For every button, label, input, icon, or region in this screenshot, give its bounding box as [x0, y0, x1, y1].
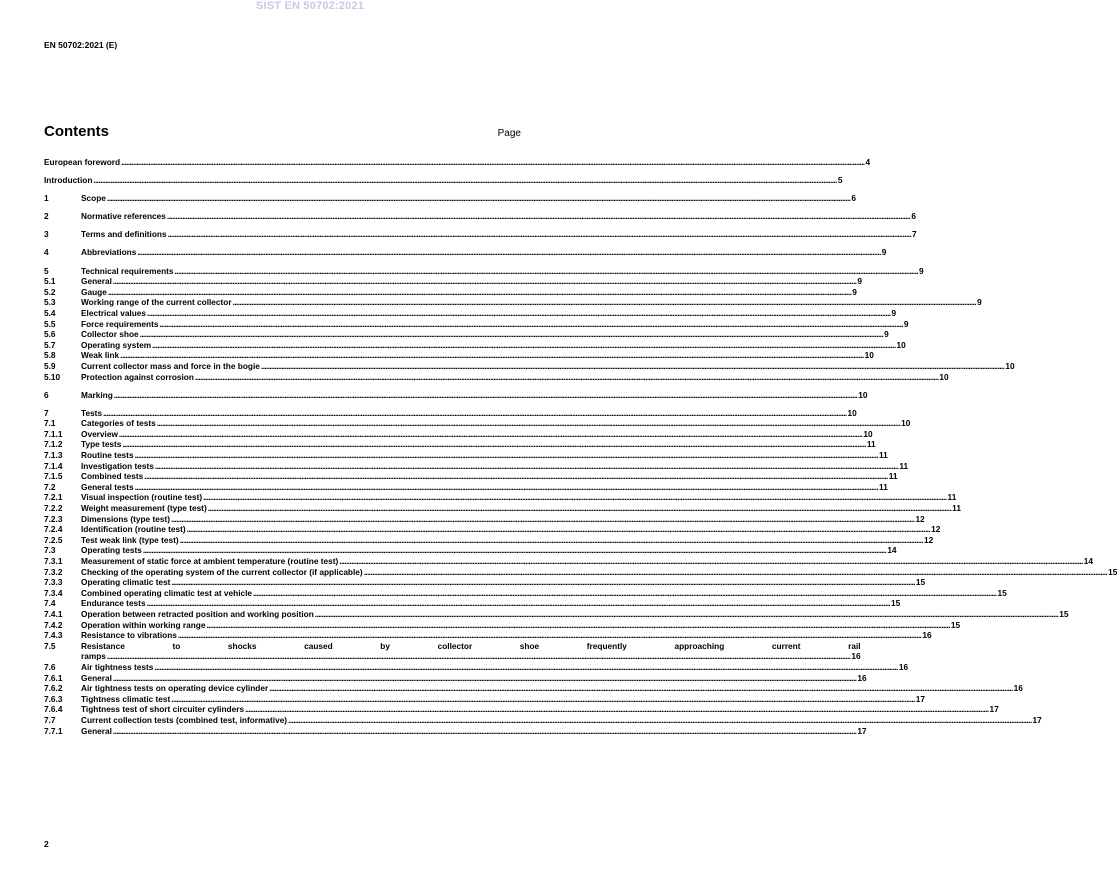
- toc-entry-title: European foreword: [44, 157, 121, 167]
- toc-leader-dots: [315, 609, 1058, 620]
- toc-leader-dots: [113, 726, 856, 737]
- toc-entry-page: 4: [865, 157, 871, 167]
- toc-entry-title: Combined operating climatic test at vehicle: [81, 587, 253, 598]
- toc-entry-page: 10: [864, 350, 874, 361]
- toc-entry[interactable]: [44, 286, 857, 298]
- toc-entry-number: 7.2.1: [44, 492, 63, 503]
- toc-entry-title: Current collector mass and force in the bogie: [81, 360, 260, 371]
- toc-leader-dots: [245, 704, 988, 715]
- toc-entry[interactable]: [44, 577, 926, 588]
- toc-title-word: current: [771, 640, 801, 651]
- toc-entry-title: Marking: [81, 389, 113, 400]
- toc-leader-dots: [206, 620, 949, 631]
- toc-entry[interactable]: [44, 297, 982, 308]
- toc-entry-number: 3: [44, 229, 49, 240]
- toc-entry-title: Weak link: [81, 350, 120, 361]
- toc-entry-page: 12: [915, 513, 925, 524]
- toc-entry-page: 16: [851, 651, 861, 662]
- toc-entry-page: 12: [931, 524, 941, 535]
- toc-entry-title: Investigation tests: [81, 460, 154, 471]
- toc-entry-number: 7.6.1: [44, 672, 63, 683]
- toc-entry-title: Air tightness tests: [81, 661, 154, 672]
- toc-entry-title: General: [81, 725, 112, 736]
- toc-entry-number: 7: [44, 407, 49, 418]
- toc-leader-dots: [195, 372, 938, 383]
- toc-leader-dots: [114, 390, 857, 401]
- toc-leader-dots: [154, 662, 897, 673]
- toc-entry-page: 6: [911, 211, 916, 222]
- toc-entry-title: Scope: [81, 193, 106, 204]
- toc-entry-title: Current collection tests (combined test, informative): [81, 714, 288, 725]
- toc-entry-title: Collector shoe: [81, 329, 139, 340]
- toc-leader-dots: [339, 556, 1082, 567]
- toc-entry-title: Tightness climatic test: [81, 693, 171, 704]
- toc-entry-title: Weight measurement (type test): [81, 503, 207, 514]
- toc-leader-dots: [135, 482, 878, 493]
- toc-entry[interactable]: [44, 672, 867, 684]
- toc-entry-title: Operating system: [81, 339, 152, 350]
- toc-title-word: shoe: [519, 640, 540, 651]
- document-id: EN 50702:2021 (E): [44, 40, 118, 50]
- toc-entry-page: 9: [857, 276, 862, 287]
- toc-entry-page: 10: [939, 371, 949, 382]
- toc-entry-number: 5.3: [44, 297, 56, 308]
- toc-entry-page: 7: [912, 229, 917, 240]
- toc-entry-number: 7.1.5: [44, 471, 63, 482]
- toc-entry-number: 7.4.3: [44, 630, 63, 641]
- toc-title-word: by: [380, 640, 390, 651]
- toc-entry-page: 9: [903, 318, 909, 329]
- toc-entry-title: Protection against corrosion: [81, 371, 194, 382]
- toc-entry[interactable]: [44, 693, 925, 705]
- toc-entry[interactable]: [44, 418, 911, 429]
- toc-entry-title: Tests: [81, 407, 103, 418]
- toc-entry[interactable]: [44, 339, 906, 351]
- toc-entry[interactable]: [44, 211, 916, 222]
- toc-entry-page: 15: [950, 619, 961, 630]
- toc-entry-title: Operating climatic test: [81, 577, 171, 588]
- toc-entry-title: Endurance tests: [81, 598, 146, 609]
- toc-entry-number: 5.6: [44, 329, 56, 340]
- toc-entry-title: Combined tests: [81, 471, 144, 482]
- toc-leader-dots: [233, 297, 976, 308]
- toc-leader-dots: [288, 715, 1031, 726]
- toc-leader-dots: [168, 229, 911, 240]
- toc-entry-title: Resistance to vibrations: [81, 630, 177, 641]
- toc-entry-title: Technical requirements: [81, 265, 174, 276]
- toc-leader-dots: [178, 630, 921, 641]
- toc-leader-dots: [120, 350, 863, 361]
- toc-entry[interactable]: [44, 534, 934, 546]
- toc-entry-number: 7.3.4: [44, 587, 63, 598]
- toc-entry-number: 5.9: [44, 360, 56, 371]
- toc-entry-number: 7.2.2: [44, 503, 63, 514]
- toc-entry-page: 9: [891, 307, 897, 318]
- toc-entry[interactable]: [44, 428, 873, 440]
- toc-entry[interactable]: [44, 229, 917, 240]
- toc-entry-title: Force requirements: [81, 318, 159, 329]
- toc-entry[interactable]: [44, 492, 957, 503]
- toc-entry[interactable]: [44, 157, 871, 168]
- toc-entry[interactable]: [44, 247, 887, 258]
- toc-leader-dots: [144, 471, 887, 482]
- toc-title-word: frequently: [586, 640, 627, 651]
- toc-entry-number: 5.5: [44, 318, 56, 329]
- toc-entry[interactable]: [44, 389, 868, 401]
- toc-entry-page: 9: [977, 297, 982, 308]
- toc-entry[interactable]: [44, 329, 889, 340]
- toc-entry-number: 4: [44, 247, 49, 258]
- toc-entry-number: 7.4.2: [44, 619, 63, 630]
- toc-entry[interactable]: [44, 661, 909, 673]
- toc-leader-dots: [203, 492, 946, 503]
- toc-entry-page: 10: [896, 339, 906, 350]
- toc-entry-title: Type tests: [81, 439, 122, 450]
- toc-title-word: approaching: [674, 640, 725, 651]
- toc-leader-dots: [113, 673, 856, 684]
- toc-entry[interactable]: [44, 524, 941, 535]
- toc-leader-dots: [140, 329, 883, 340]
- toc-entry[interactable]: [44, 714, 1042, 726]
- toc-entry-number: 2: [44, 211, 49, 222]
- toc-entry-title: Normative references: [81, 211, 166, 222]
- toc-entry-title: Air tightness tests on operating device cylinder: [81, 683, 269, 694]
- toc-leader-dots: [108, 287, 851, 298]
- toc-entry-number: 7.4: [44, 598, 56, 609]
- toc-entry[interactable]: [44, 503, 961, 514]
- toc-entry[interactable]: [44, 318, 909, 330]
- toc-entry[interactable]: [44, 307, 897, 319]
- toc-leader-dots: [103, 408, 846, 419]
- toc-entry-page: 11: [866, 439, 876, 450]
- toc-entry-title: General: [81, 276, 112, 287]
- toc-entry[interactable]: [44, 556, 1093, 567]
- toc-leader-dots: [147, 598, 890, 609]
- toc-entry-number: 7.6.3: [44, 693, 63, 704]
- toc-entry-page: 10: [863, 428, 873, 439]
- toc-entry-title: Operation within working range: [81, 619, 206, 630]
- toc-entry[interactable]: [44, 566, 1117, 578]
- toc-leader-dots: [147, 308, 890, 319]
- toc-entry-number: 7.2: [44, 481, 56, 492]
- toc-title-word: rail: [848, 640, 861, 651]
- toc-entry-number: 7.2.4: [44, 524, 63, 535]
- toc-entry-page: 15: [891, 598, 901, 609]
- toc-leader-dots: [171, 694, 914, 705]
- toc-entry-page: 11: [952, 503, 961, 514]
- toc-entry-page: 9: [918, 265, 924, 276]
- toc-entry-number: 7.1: [44, 418, 56, 429]
- toc-entry-number: 7.6.4: [44, 704, 63, 715]
- toc-entry-page: 10: [847, 407, 857, 418]
- toc-entry-page: 14: [887, 545, 897, 556]
- toc-entry-number: 7.3.3: [44, 577, 63, 588]
- toc-entry-title: Introduction: [44, 175, 93, 186]
- toc-entry-title: Test weak link (type test): [81, 534, 179, 545]
- toc-entry-number: 7.3: [44, 545, 56, 556]
- toc-leader-dots: [121, 157, 864, 168]
- toc-leader-dots: [152, 340, 895, 351]
- toc-entry-page: 16: [1013, 683, 1023, 694]
- toc-entry-title-continued: ramps: [81, 651, 106, 662]
- toc-entry-page: 17: [1032, 714, 1042, 725]
- toc-entry[interactable]: [44, 513, 925, 525]
- toc-entry[interactable]: [44, 640, 861, 662]
- toc-entry[interactable]: [44, 683, 1023, 694]
- toc-entry-page: 11: [879, 481, 888, 492]
- toc-entry-title: Measurement of static force at ambient temperature (routine test): [81, 556, 339, 566]
- toc-entry[interactable]: [44, 481, 888, 493]
- toc-leader-dots: [187, 524, 930, 535]
- toc-entry[interactable]: [44, 619, 961, 631]
- toc-entry-title: General: [81, 672, 112, 683]
- toc-entry-title: Visual inspection (routine test): [81, 492, 203, 503]
- toc-entry-number: 7.4.1: [44, 608, 63, 619]
- toc-title-word: Resistance: [81, 640, 125, 651]
- toc-entry-page: 15: [1108, 566, 1117, 577]
- toc-entry[interactable]: [44, 545, 897, 556]
- toc-entry-page: 16: [857, 672, 867, 683]
- table-of-contents: [44, 157, 1117, 736]
- toc-entry-title: Categories of tests: [81, 418, 156, 429]
- toc-entry[interactable]: [44, 587, 1007, 599]
- toc-entry-page: 10: [858, 389, 868, 400]
- toc-entry[interactable]: [44, 360, 1015, 372]
- toc-entry-number: 5.7: [44, 339, 56, 350]
- toc-leader-dots: [143, 545, 886, 556]
- toc-leader-dots: [171, 577, 914, 588]
- toc-entry[interactable]: [44, 175, 843, 186]
- toc-entry[interactable]: [44, 598, 901, 609]
- toc-entry-page: 17: [989, 704, 999, 715]
- toc-entry-page: 11: [879, 450, 888, 461]
- toc-entry-page: 9: [852, 286, 857, 297]
- toc-leader-dots: [167, 211, 910, 222]
- page-column-label: Page: [497, 128, 521, 139]
- toc-entry-title: Working range of the current collector: [81, 297, 232, 308]
- toc-entry-title: Terms and definitions: [81, 229, 167, 240]
- toc-entry-number: 7.3.2: [44, 566, 63, 577]
- toc-entry[interactable]: [44, 276, 862, 287]
- toc-entry-number: 7.7: [44, 714, 56, 725]
- toc-entry-number: 5.8: [44, 350, 56, 361]
- toc-entry-title: Gauge: [81, 286, 107, 297]
- toc-entry-page: 14: [1083, 556, 1093, 566]
- toc-leader-dots: [180, 535, 923, 546]
- toc-entry[interactable]: [44, 725, 867, 737]
- toc-entry-number: 7.7.1: [44, 725, 63, 736]
- toc-leader-dots: [113, 276, 856, 287]
- toc-entry[interactable]: [44, 350, 874, 361]
- toc-entry[interactable]: [44, 630, 932, 641]
- toc-entry[interactable]: [44, 460, 909, 472]
- toc-entry-page: 10: [1005, 360, 1015, 371]
- toc-leader-dots: [175, 266, 918, 277]
- toc-entry-number: 6: [44, 389, 49, 400]
- toc-leader-dots: [155, 461, 898, 472]
- toc-entry-title: Identification (routine test): [81, 524, 186, 535]
- toc-entry-number: 5.2: [44, 286, 56, 297]
- toc-entry-title: Electrical values: [81, 307, 147, 318]
- toc-entry-number: 7.1.3: [44, 450, 63, 461]
- toc-entry-number: 5.10: [44, 371, 61, 382]
- toc-entry-number: 7.2.3: [44, 513, 63, 524]
- toc-entry-number: 7.2.5: [44, 534, 63, 545]
- toc-entry-page: 9: [881, 247, 887, 258]
- toc-leader-dots: [364, 567, 1107, 578]
- toc-entry-number: 5.4: [44, 307, 56, 318]
- toc-entry-number: 7.6: [44, 661, 56, 672]
- toc-entry-title: Operation between retracted position and working position: [81, 608, 314, 619]
- toc-entry-title: Tightness test of short circuiter cylinders: [81, 704, 245, 715]
- toc-entry-page: 11: [947, 492, 957, 503]
- toc-leader-dots: [135, 450, 878, 461]
- toc-entry-title: [81, 641, 861, 652]
- toc-title-word: caused: [304, 640, 333, 651]
- toc-entry-page: 5: [837, 175, 843, 186]
- toc-entry-page: 16: [922, 630, 932, 641]
- toc-entry[interactable]: [44, 371, 949, 383]
- toc-entry-page: 16: [898, 661, 909, 672]
- toc-entry-title: Dimensions (type test): [81, 513, 170, 524]
- toc-entry-number: 5: [44, 265, 49, 276]
- toc-entry-page: 17: [915, 693, 925, 704]
- toc-entry[interactable]: [44, 471, 898, 482]
- toc-leader-dots: [107, 193, 850, 204]
- toc-entry-page: 15: [915, 577, 926, 588]
- page-number: 2: [44, 839, 49, 849]
- toc-entry-title: Abbreviations: [81, 247, 137, 258]
- toc-title-word: to: [172, 640, 181, 651]
- toc-entry-number: 7.1.4: [44, 460, 63, 471]
- toc-leader-dots: [122, 439, 865, 450]
- watermark: SIST EN 50702:2021: [255, 0, 365, 12]
- toc-entry[interactable]: [44, 265, 924, 277]
- toc-leader-dots: [171, 514, 914, 525]
- toc-entry-number: 7.3.1: [44, 556, 63, 566]
- toc-entry-title: Checking of the operating system of the current collector (if applicable): [81, 566, 363, 577]
- toc-leader-dots: [208, 503, 951, 514]
- toc-entry[interactable]: [44, 608, 1069, 620]
- toc-leader-dots: [107, 651, 850, 662]
- toc-entry[interactable]: [44, 439, 876, 450]
- toc-leader-dots: [157, 418, 900, 429]
- toc-entry-title: Overview: [81, 428, 118, 439]
- toc-leader-dots: [269, 683, 1012, 694]
- toc-entry[interactable]: [44, 193, 856, 204]
- toc-entry-number: 7.1.1: [44, 428, 63, 439]
- toc-entry-page: 9: [884, 329, 889, 340]
- toc-entry-title: Routine tests: [81, 450, 134, 461]
- toc-entry-page: 6: [851, 193, 856, 204]
- toc-entry-number: 7.1.2: [44, 439, 63, 450]
- toc-entry-page: 15: [1059, 608, 1069, 619]
- toc-entry[interactable]: [44, 704, 999, 715]
- toc-entry-number: 7.6.2: [44, 683, 63, 694]
- toc-entry-page: 17: [857, 725, 867, 736]
- toc-leader-dots: [253, 588, 996, 599]
- toc-title-word: collector: [437, 640, 473, 651]
- toc-entry-page: 15: [997, 587, 1007, 598]
- toc-entry[interactable]: [44, 407, 857, 419]
- toc-title-word: shocks: [227, 640, 257, 651]
- toc-entry-page: 10: [901, 418, 911, 429]
- toc-entry-number: 1: [44, 193, 49, 204]
- toc-entry-number: 5.1: [44, 276, 56, 287]
- toc-leader-dots: [159, 319, 902, 330]
- toc-entry-title: Operating tests: [81, 545, 142, 556]
- toc-entry-number: 7.5: [44, 640, 56, 651]
- toc-entry-page: 12: [924, 534, 934, 545]
- toc-leader-dots: [137, 247, 880, 258]
- contents-title: Contents: [44, 123, 109, 140]
- toc-entry-title: General tests: [81, 481, 134, 492]
- toc-entry-page: 11: [899, 460, 909, 471]
- toc-leader-dots: [93, 175, 836, 186]
- toc-leader-dots: [119, 429, 862, 440]
- toc-entry[interactable]: [44, 450, 888, 461]
- toc-leader-dots: [261, 361, 1004, 372]
- toc-entry-page: 11: [888, 471, 898, 482]
